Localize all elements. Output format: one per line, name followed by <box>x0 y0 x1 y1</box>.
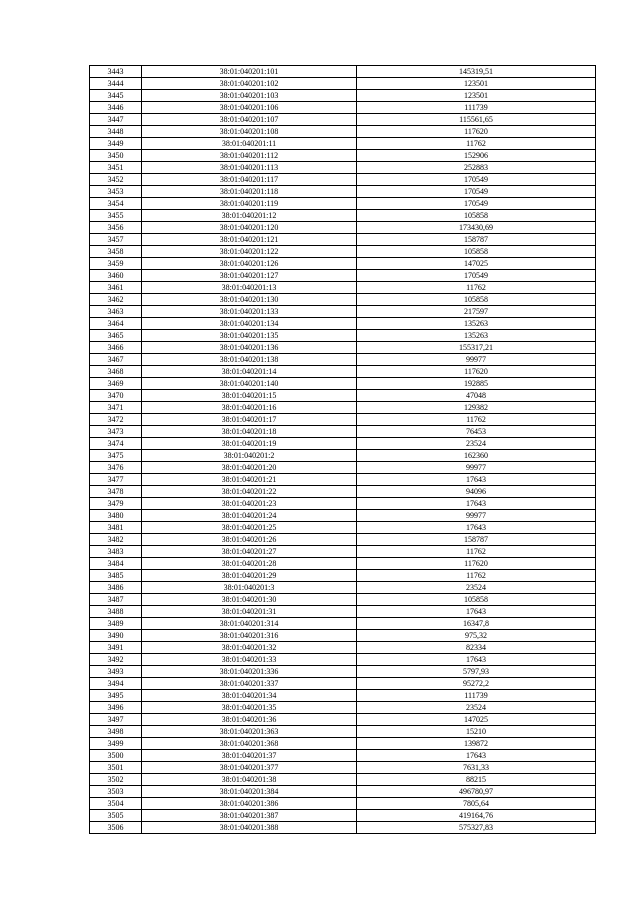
cadastral-number-cell: 38:01:040201:107 <box>142 114 357 126</box>
table-row <box>90 282 596 294</box>
row-number-cell: 3457 <box>90 234 142 246</box>
cadastral-number-cell: 38:01:040201:15 <box>142 390 357 402</box>
cadastral-number-cell: 38:01:040201:23 <box>142 498 357 510</box>
table-row <box>90 606 596 618</box>
table-row <box>90 786 596 798</box>
value-cell: 11762 <box>357 414 596 426</box>
cadastral-number-cell: 38:01:040201:336 <box>142 666 357 678</box>
row-number-cell: 3450 <box>90 150 142 162</box>
table-row <box>90 450 596 462</box>
table-row <box>90 486 596 498</box>
value-cell: 192885 <box>357 378 596 390</box>
row-number-cell: 3451 <box>90 162 142 174</box>
cadastral-number-cell: 38:01:040201:30 <box>142 594 357 606</box>
cadastral-number-cell: 38:01:040201:11 <box>142 138 357 150</box>
cadastral-number-cell: 38:01:040201:384 <box>142 786 357 798</box>
value-cell: 155317,21 <box>357 342 596 354</box>
table-row <box>90 270 596 282</box>
cadastral-number-cell: 38:01:040201:103 <box>142 90 357 102</box>
table-row <box>90 102 596 114</box>
row-number-cell: 3453 <box>90 186 142 198</box>
table-row <box>90 702 596 714</box>
value-cell: 975,32 <box>357 630 596 642</box>
value-cell: 95272,2 <box>357 678 596 690</box>
table-row <box>90 210 596 222</box>
cadastral-number-cell: 38:01:040201:134 <box>142 318 357 330</box>
cadastral-number-cell: 38:01:040201:133 <box>142 306 357 318</box>
table-row <box>90 474 596 486</box>
table-row <box>90 714 596 726</box>
value-cell: 47048 <box>357 390 596 402</box>
table-row <box>90 654 596 666</box>
cadastral-number-cell: 38:01:040201:127 <box>142 270 357 282</box>
cadastral-number-cell: 38:01:040201:388 <box>142 822 357 834</box>
row-number-cell: 3496 <box>90 702 142 714</box>
table-row <box>90 750 596 762</box>
row-number-cell: 3476 <box>90 462 142 474</box>
table-row <box>90 642 596 654</box>
value-cell: 575327,83 <box>357 822 596 834</box>
cadastral-number-cell: 38:01:040201:112 <box>142 150 357 162</box>
row-number-cell: 3445 <box>90 90 142 102</box>
value-cell: 105858 <box>357 294 596 306</box>
table-row <box>90 558 596 570</box>
row-number-cell: 3472 <box>90 414 142 426</box>
row-number-cell: 3469 <box>90 378 142 390</box>
cadastral-number-cell: 38:01:040201:31 <box>142 606 357 618</box>
table-row <box>90 306 596 318</box>
cadastral-number-cell: 38:01:040201:20 <box>142 462 357 474</box>
table-row <box>90 678 596 690</box>
table-row <box>90 822 596 834</box>
row-number-cell: 3461 <box>90 282 142 294</box>
cadastral-number-cell: 38:01:040201:122 <box>142 246 357 258</box>
value-cell: 135263 <box>357 318 596 330</box>
row-number-cell: 3504 <box>90 798 142 810</box>
value-cell: 11762 <box>357 282 596 294</box>
value-cell: 158787 <box>357 234 596 246</box>
value-cell: 147025 <box>357 714 596 726</box>
table-row <box>90 426 596 438</box>
row-number-cell: 3481 <box>90 522 142 534</box>
row-number-cell: 3493 <box>90 666 142 678</box>
row-number-cell: 3479 <box>90 498 142 510</box>
table-row <box>90 174 596 186</box>
value-cell: 17643 <box>357 654 596 666</box>
table-row <box>90 402 596 414</box>
row-number-cell: 3490 <box>90 630 142 642</box>
value-cell: 5797,93 <box>357 666 596 678</box>
value-cell: 11762 <box>357 570 596 582</box>
row-number-cell: 3452 <box>90 174 142 186</box>
value-cell: 135263 <box>357 330 596 342</box>
value-cell: 88215 <box>357 774 596 786</box>
table-body <box>90 66 596 834</box>
value-cell: 94096 <box>357 486 596 498</box>
cadastral-number-cell: 38:01:040201:316 <box>142 630 357 642</box>
cadastral-number-cell: 38:01:040201:32 <box>142 642 357 654</box>
cadastral-number-cell: 38:01:040201:101 <box>142 66 357 78</box>
cadastral-number-cell: 38:01:040201:138 <box>142 354 357 366</box>
table-row <box>90 510 596 522</box>
row-number-cell: 3471 <box>90 402 142 414</box>
cadastral-number-cell: 38:01:040201:314 <box>142 618 357 630</box>
row-number-cell: 3474 <box>90 438 142 450</box>
value-cell: 17643 <box>357 498 596 510</box>
value-cell: 23524 <box>357 582 596 594</box>
value-cell: 16347,8 <box>357 618 596 630</box>
table-row <box>90 378 596 390</box>
table-row <box>90 162 596 174</box>
value-cell: 111739 <box>357 690 596 702</box>
cadastral-number-cell: 38:01:040201:377 <box>142 762 357 774</box>
value-cell: 111739 <box>357 102 596 114</box>
row-number-cell: 3488 <box>90 606 142 618</box>
row-number-cell: 3463 <box>90 306 142 318</box>
row-number-cell: 3499 <box>90 738 142 750</box>
cadastral-number-cell: 38:01:040201:35 <box>142 702 357 714</box>
table-row <box>90 234 596 246</box>
row-number-cell: 3467 <box>90 354 142 366</box>
value-cell: 217597 <box>357 306 596 318</box>
value-cell: 117620 <box>357 126 596 138</box>
cadastral-number-cell: 38:01:040201:387 <box>142 810 357 822</box>
row-number-cell: 3460 <box>90 270 142 282</box>
table-row <box>90 114 596 126</box>
table-row <box>90 438 596 450</box>
value-cell: 147025 <box>357 258 596 270</box>
row-number-cell: 3455 <box>90 210 142 222</box>
cadastral-number-cell: 38:01:040201:130 <box>142 294 357 306</box>
row-number-cell: 3505 <box>90 810 142 822</box>
value-cell: 117620 <box>357 558 596 570</box>
cadastral-number-cell: 38:01:040201:21 <box>142 474 357 486</box>
cadastral-number-cell: 38:01:040201:12 <box>142 210 357 222</box>
data-table <box>89 65 596 834</box>
table-row <box>90 666 596 678</box>
cadastral-number-cell: 38:01:040201:106 <box>142 102 357 114</box>
table-row <box>90 414 596 426</box>
row-number-cell: 3447 <box>90 114 142 126</box>
cadastral-number-cell: 38:01:040201:119 <box>142 198 357 210</box>
table-row <box>90 318 596 330</box>
row-number-cell: 3473 <box>90 426 142 438</box>
cadastral-number-cell: 38:01:040201:19 <box>142 438 357 450</box>
cadastral-number-cell: 38:01:040201:121 <box>142 234 357 246</box>
cadastral-number-cell: 38:01:040201:368 <box>142 738 357 750</box>
table-row <box>90 186 596 198</box>
table-row <box>90 546 596 558</box>
row-number-cell: 3492 <box>90 654 142 666</box>
cadastral-number-cell: 38:01:040201:118 <box>142 186 357 198</box>
cadastral-number-cell: 38:01:040201:18 <box>142 426 357 438</box>
cadastral-number-cell: 38:01:040201:120 <box>142 222 357 234</box>
cadastral-number-cell: 38:01:040201:34 <box>142 690 357 702</box>
value-cell: 419164,76 <box>357 810 596 822</box>
row-number-cell: 3446 <box>90 102 142 114</box>
cadastral-number-cell: 38:01:040201:126 <box>142 258 357 270</box>
row-number-cell: 3448 <box>90 126 142 138</box>
table-row <box>90 246 596 258</box>
value-cell: 105858 <box>357 246 596 258</box>
value-cell: 158787 <box>357 534 596 546</box>
row-number-cell: 3500 <box>90 750 142 762</box>
table-row <box>90 78 596 90</box>
value-cell: 17643 <box>357 606 596 618</box>
table-row <box>90 138 596 150</box>
value-cell: 99977 <box>357 462 596 474</box>
cadastral-number-cell: 38:01:040201:2 <box>142 450 357 462</box>
table-row <box>90 354 596 366</box>
cadastral-number-cell: 38:01:040201:108 <box>142 126 357 138</box>
row-number-cell: 3486 <box>90 582 142 594</box>
row-number-cell: 3487 <box>90 594 142 606</box>
value-cell: 173430,69 <box>357 222 596 234</box>
table-row <box>90 294 596 306</box>
value-cell: 82334 <box>357 642 596 654</box>
value-cell: 105858 <box>357 210 596 222</box>
value-cell: 76453 <box>357 426 596 438</box>
value-cell: 115561,65 <box>357 114 596 126</box>
table-row <box>90 522 596 534</box>
table-row <box>90 150 596 162</box>
table-row <box>90 570 596 582</box>
value-cell: 23524 <box>357 702 596 714</box>
table-row <box>90 126 596 138</box>
table-row <box>90 330 596 342</box>
value-cell: 7805,64 <box>357 798 596 810</box>
row-number-cell: 3477 <box>90 474 142 486</box>
cadastral-number-cell: 38:01:040201:36 <box>142 714 357 726</box>
cadastral-number-cell: 38:01:040201:22 <box>142 486 357 498</box>
value-cell: 117620 <box>357 366 596 378</box>
cadastral-number-cell: 38:01:040201:363 <box>142 726 357 738</box>
cadastral-number-cell: 38:01:040201:17 <box>142 414 357 426</box>
row-number-cell: 3497 <box>90 714 142 726</box>
cadastral-number-cell: 38:01:040201:140 <box>142 378 357 390</box>
row-number-cell: 3484 <box>90 558 142 570</box>
cadastral-number-cell: 38:01:040201:14 <box>142 366 357 378</box>
table-row <box>90 258 596 270</box>
value-cell: 23524 <box>357 438 596 450</box>
value-cell: 11762 <box>357 138 596 150</box>
cadastral-number-cell: 38:01:040201:135 <box>142 330 357 342</box>
row-number-cell: 3458 <box>90 246 142 258</box>
row-number-cell: 3483 <box>90 546 142 558</box>
cadastral-number-cell: 38:01:040201:386 <box>142 798 357 810</box>
cadastral-number-cell: 38:01:040201:3 <box>142 582 357 594</box>
row-number-cell: 3468 <box>90 366 142 378</box>
row-number-cell: 3449 <box>90 138 142 150</box>
row-number-cell: 3444 <box>90 78 142 90</box>
document-page <box>89 65 595 834</box>
table-row <box>90 534 596 546</box>
value-cell: 123501 <box>357 90 596 102</box>
value-cell: 123501 <box>357 78 596 90</box>
table-row <box>90 738 596 750</box>
value-cell: 170549 <box>357 198 596 210</box>
cadastral-number-cell: 38:01:040201:38 <box>142 774 357 786</box>
table-row <box>90 810 596 822</box>
row-number-cell: 3462 <box>90 294 142 306</box>
table-row <box>90 762 596 774</box>
cadastral-number-cell: 38:01:040201:102 <box>142 78 357 90</box>
table-row <box>90 66 596 78</box>
row-number-cell: 3456 <box>90 222 142 234</box>
row-number-cell: 3501 <box>90 762 142 774</box>
value-cell: 17643 <box>357 750 596 762</box>
cadastral-number-cell: 38:01:040201:33 <box>142 654 357 666</box>
table-row <box>90 774 596 786</box>
row-number-cell: 3454 <box>90 198 142 210</box>
table-row <box>90 342 596 354</box>
row-number-cell: 3443 <box>90 66 142 78</box>
value-cell: 162360 <box>357 450 596 462</box>
table-row <box>90 222 596 234</box>
row-number-cell: 3494 <box>90 678 142 690</box>
value-cell: 99977 <box>357 354 596 366</box>
cadastral-number-cell: 38:01:040201:28 <box>142 558 357 570</box>
row-number-cell: 3485 <box>90 570 142 582</box>
row-number-cell: 3482 <box>90 534 142 546</box>
cadastral-number-cell: 38:01:040201:26 <box>142 534 357 546</box>
value-cell: 139872 <box>357 738 596 750</box>
value-cell: 105858 <box>357 594 596 606</box>
value-cell: 170549 <box>357 174 596 186</box>
row-number-cell: 3480 <box>90 510 142 522</box>
table-row <box>90 198 596 210</box>
row-number-cell: 3465 <box>90 330 142 342</box>
cadastral-number-cell: 38:01:040201:37 <box>142 750 357 762</box>
row-number-cell: 3489 <box>90 618 142 630</box>
table-row <box>90 390 596 402</box>
table-row <box>90 498 596 510</box>
value-cell: 152906 <box>357 150 596 162</box>
row-number-cell: 3503 <box>90 786 142 798</box>
table-row <box>90 462 596 474</box>
value-cell: 145319,51 <box>357 66 596 78</box>
table-row <box>90 630 596 642</box>
value-cell: 496780,97 <box>357 786 596 798</box>
table-row <box>90 366 596 378</box>
cadastral-number-cell: 38:01:040201:113 <box>142 162 357 174</box>
value-cell: 17643 <box>357 522 596 534</box>
value-cell: 170549 <box>357 270 596 282</box>
value-cell: 252883 <box>357 162 596 174</box>
cadastral-number-cell: 38:01:040201:27 <box>142 546 357 558</box>
row-number-cell: 3506 <box>90 822 142 834</box>
cadastral-number-cell: 38:01:040201:29 <box>142 570 357 582</box>
row-number-cell: 3466 <box>90 342 142 354</box>
table-row <box>90 726 596 738</box>
table-row <box>90 690 596 702</box>
row-number-cell: 3478 <box>90 486 142 498</box>
cadastral-number-cell: 38:01:040201:24 <box>142 510 357 522</box>
cadastral-number-cell: 38:01:040201:117 <box>142 174 357 186</box>
value-cell: 7631,33 <box>357 762 596 774</box>
row-number-cell: 3459 <box>90 258 142 270</box>
value-cell: 170549 <box>357 186 596 198</box>
cadastral-number-cell: 38:01:040201:337 <box>142 678 357 690</box>
value-cell: 11762 <box>357 546 596 558</box>
cadastral-number-cell: 38:01:040201:25 <box>142 522 357 534</box>
row-number-cell: 3491 <box>90 642 142 654</box>
cadastral-number-cell: 38:01:040201:16 <box>142 402 357 414</box>
row-number-cell: 3495 <box>90 690 142 702</box>
table-row <box>90 582 596 594</box>
value-cell: 15210 <box>357 726 596 738</box>
table-row <box>90 594 596 606</box>
cadastral-number-cell: 38:01:040201:13 <box>142 282 357 294</box>
table-row <box>90 90 596 102</box>
row-number-cell: 3475 <box>90 450 142 462</box>
row-number-cell: 3498 <box>90 726 142 738</box>
table-row <box>90 798 596 810</box>
row-number-cell: 3502 <box>90 774 142 786</box>
table-row <box>90 618 596 630</box>
row-number-cell: 3470 <box>90 390 142 402</box>
value-cell: 129382 <box>357 402 596 414</box>
row-number-cell: 3464 <box>90 318 142 330</box>
value-cell: 99977 <box>357 510 596 522</box>
cadastral-number-cell: 38:01:040201:136 <box>142 342 357 354</box>
value-cell: 17643 <box>357 474 596 486</box>
